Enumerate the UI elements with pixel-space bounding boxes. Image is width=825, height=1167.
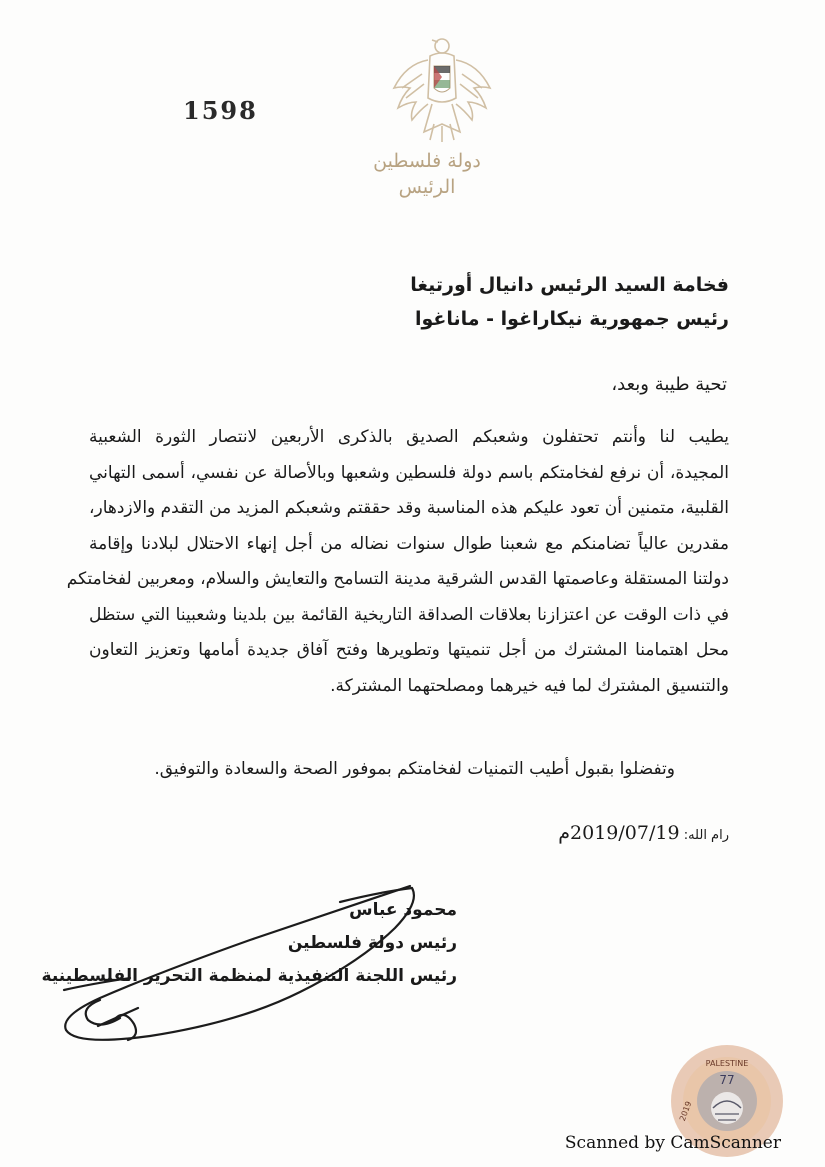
body-line: المجيدة، أن نرفع لفخامتكم باسم دولة فلسطين وشعبها وبالأصالة عن نفسي، أسمى التهاني (89, 462, 729, 483)
signatory-name: محمود عباس (349, 900, 457, 920)
addressee-line1: فخامة السيد الرئيس دانيال أورتيغا (410, 274, 729, 296)
greeting: تحية طيبة وبعد، (611, 374, 727, 395)
addressee-line2: رئيس جمهورية نيكاراغوا - ماناغوا (414, 308, 729, 330)
emblem-caption-line1: دولة فلسطين (373, 150, 481, 172)
date-value: 2019/07/19م (558, 822, 680, 844)
signatory-title2: رئيس اللجنة التنفيذية لمنظمة التحرير الفلسطينية (41, 966, 457, 986)
body-line: دولتنا المستقلة وعاصمتها القدس الشرقية مدينة التسامح والتعايش والسلام، ومعربين لفخامتكم (66, 569, 729, 589)
emblem-caption-line2: الرئيس (398, 176, 456, 198)
stamp-top-text: PALESTINE (705, 1059, 749, 1068)
camscanner-footer: Scanned by CamScanner (564, 1133, 781, 1153)
letter-body (66, 420, 729, 704)
body-line: مقدرين عالياً تضامنكم مع شعبنا طوال سنوات نضاله من أجل إنهاء الاحتلال لبلادنا وإقامة (89, 533, 729, 554)
signatory-block (41, 894, 457, 993)
body-line: في ذات الوقت عن اعتزازنا بعلاقات الصداقة التاريخية القائمة بين بلدينا وشعبينا التي ستظل (89, 604, 729, 625)
emblem-caption (352, 148, 502, 200)
body-line: القلبية، متمنين أن تعود عليكم هذه المناسبة وقد حققتم وشعبكم المزيد من التقدم والازدهار، (89, 498, 729, 518)
closing-line: وتفضلوا بقبول أطيب التمنيات لفخامتكم بموفور الصحة والسعادة والتوفيق. (154, 759, 675, 779)
stamp-year: 2019 (677, 1100, 694, 1123)
body-line: والتنسيق المشترك لما فيه خيرهما ومصلحتهما المشتركة. (330, 675, 729, 696)
stamp-number: 77 (719, 1073, 735, 1087)
signatory-title1: رئيس دولة فلسطين (287, 933, 457, 953)
document-number: 1598 (183, 96, 258, 125)
date-label: رام الله: (683, 828, 729, 843)
body-line: محل اهتمامنا المشترك من أجل تنميتها وتطويرها وفتح آفاق جديدة أمامها وتعزيز التعاون (89, 640, 729, 660)
addressee-block (209, 268, 729, 336)
date-line (429, 818, 729, 851)
body-line: يطيب لنا وأنتم تحتفلون وشعبكم الصديق بالذكرى الأربعين لانتصار الثورة الشعبية (89, 427, 729, 447)
